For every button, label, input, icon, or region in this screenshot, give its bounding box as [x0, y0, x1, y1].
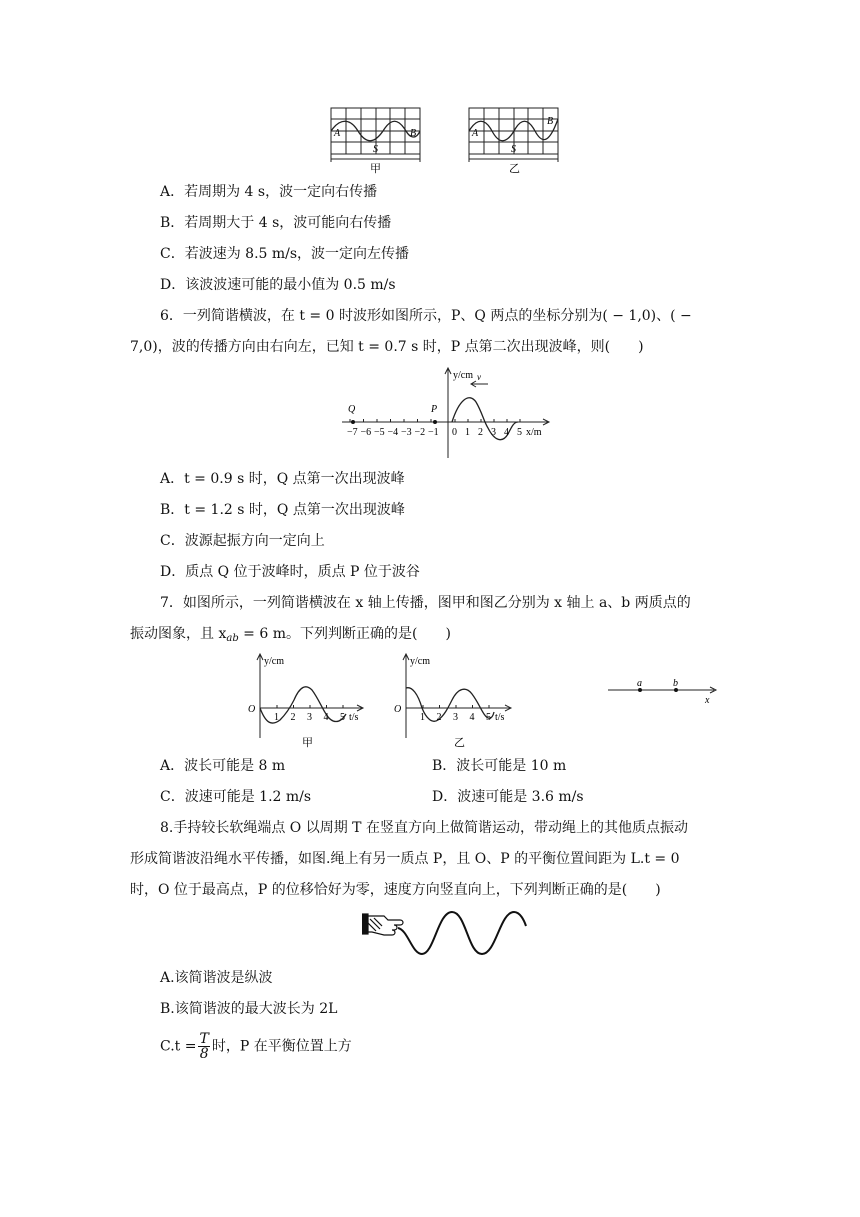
q7-stem-subscript: ab: [226, 633, 239, 644]
q5-jia-label-s: S: [373, 144, 378, 155]
q5-yi-label-s: S: [511, 144, 516, 155]
q6-pos-tick-label: 1: [465, 427, 470, 438]
q5-jia-label-b: B: [410, 128, 417, 139]
q7-stem-line2: [130, 624, 451, 649]
q5-jia-label-a: A: [334, 128, 341, 139]
q8-figure: [362, 906, 528, 962]
q7-option-b: B．波长可能是 10 m: [432, 758, 567, 774]
q8-option-c: [160, 1032, 352, 1061]
q8-rope-wave: [398, 912, 526, 954]
q8-option-c-post: 时，P 在平衡位置上方: [211, 1038, 352, 1055]
q6-point-q: [351, 420, 355, 424]
q6-x-label: x/m: [526, 427, 542, 438]
q5-jia-caption: 甲: [370, 163, 381, 175]
q6-pos-tick-label: 2: [478, 427, 483, 438]
q6-neg-tick-label: −7: [347, 427, 358, 438]
q7-axis-b-label: b: [673, 678, 678, 689]
q7-stem-line1: 7．如图所示，一列简谐横波在 x 轴上传播，图甲和图乙分别为 x 轴上 a、b 两质点的: [160, 595, 691, 611]
q6-stem-line2: 7,0)，波的传播方向由右向左，已知 t = 0.7 s 时，P 点第二次出现波峰，则( ): [130, 339, 644, 355]
q8-stem-line2: 形成简谐波沿绳水平传播，如图.绳上有另一质点 P，且 O、P 的平衡位置间距为 L.t = 0: [130, 851, 680, 867]
q6-q-label: Q: [348, 404, 356, 415]
q7-yi-t-label: t/s: [495, 712, 505, 723]
q7-figure-yi: [392, 652, 522, 750]
q6-stem-line1: 6．一列简谐横波，在 t = 0 时波形如图所示，P、Q 两点的坐标分别为( − 1,0)、( −: [160, 308, 692, 324]
q7-yi-tick-label: 3: [453, 712, 458, 723]
q7-yi-tick-label: 5: [486, 712, 491, 723]
q6-neg-tick-label: −6: [360, 427, 372, 438]
q7-jia-tick-label: 3: [307, 712, 312, 723]
q8-option-b: B.该简谐波的最大波长为 2L: [160, 1001, 338, 1017]
q7-yi-origin: O: [394, 704, 402, 715]
q7-yi-tick-label: 2: [436, 712, 442, 723]
q5-option-a: A．若周期为 4 s，波一定向右传播: [160, 184, 378, 200]
q6-neg-tick-label: −5: [374, 427, 385, 438]
q8-fraction-numerator: T: [199, 1031, 209, 1047]
q5-yi-caption: 乙: [509, 163, 520, 175]
q7-jia-tick-label: 5: [340, 712, 345, 723]
q6-option-c: C．波源起振方向一定向上: [160, 533, 325, 549]
q6-neg-tick-label: −3: [401, 427, 412, 438]
q6-point-p: [433, 420, 437, 424]
q7-jia-y-label: y/cm: [264, 656, 284, 667]
q8-option-a: A.该简谐波是纵波: [160, 970, 273, 986]
q7-option-c: C．波速可能是 1.2 m/s: [160, 789, 312, 805]
q7-jia-tick-label: 2: [290, 712, 296, 723]
q8-stem-line3: 时，O 位于最高点，P 的位移恰好为零，速度方向竖直向上，下列判断正确的是( ): [130, 882, 661, 898]
q6-neg-tick-label: −1: [428, 427, 439, 438]
q6-pos-tick-label: 3: [491, 427, 496, 438]
q7-jia-tick-label: 4: [323, 712, 329, 723]
q7-jia-caption: 甲: [302, 737, 313, 749]
q6-neg-tick-label: −4: [387, 427, 399, 438]
q7-figure-axis: [604, 676, 720, 706]
q5-option-b: B．若周期大于 4 s，波可能向右传播: [160, 215, 392, 231]
q7-jia-curve: [260, 687, 346, 723]
q6-option-d: D．质点 Q 位于波峰时，质点 P 位于波谷: [160, 564, 420, 580]
q7-axis-a-label: a: [637, 678, 642, 689]
q6-neg-tick-label: −2: [414, 427, 426, 438]
q7-jia-origin: O: [248, 704, 256, 715]
q8-option-c-pre: C.t =: [160, 1038, 197, 1055]
q7-yi-y-label: y/cm: [410, 656, 430, 667]
q7-option-a: A．波长可能是 8 m: [160, 758, 286, 774]
q7-axis-x-label: x: [705, 695, 710, 706]
q6-y-label: y/cm: [453, 370, 473, 381]
q8-option-c-fraction: [198, 1032, 209, 1061]
q7-yi-tick-label: 1: [420, 712, 425, 723]
q6-option-a: A．t = 0.9 s 时，Q 点第一次出现波峰: [160, 471, 405, 487]
q6-option-b: B．t = 1.2 s 时，Q 点第一次出现波峰: [160, 502, 405, 518]
q7-yi-caption: 乙: [454, 737, 465, 749]
q7-stem-line2-post: = 6 m。下列判断正确的是( ): [238, 626, 451, 642]
q7-yi-tick-label: 4: [469, 712, 475, 723]
q7-jia-tick-label: 1: [274, 712, 279, 723]
q7-figure-jia: [240, 652, 370, 750]
hand-icon: [362, 914, 403, 935]
q7-jia-t-label: t/s: [349, 712, 359, 723]
q6-pos-tick-label: 0: [452, 427, 457, 438]
q8-stem-line1: 8.手持较长软绳端点 O 以周期 T 在竖直方向上做简谐运动，带动绳上的其他质点振动: [160, 820, 688, 836]
q7-stem-line2-pre: 振动图象，且 x: [130, 626, 227, 642]
q6-figure: [336, 366, 562, 460]
q7-option-d: D．波速可能是 3.6 m/s: [432, 789, 584, 805]
q6-pos-tick-label: 4: [504, 427, 509, 438]
q5-figure: [328, 104, 568, 176]
q5-yi-label-b: B: [547, 116, 554, 127]
q5-option-c: C．若波速为 8.5 m/s，波一定向左传播: [160, 246, 410, 262]
q6-pos-tick-label: 5: [517, 427, 522, 438]
q6-v-label: v: [477, 372, 481, 382]
q5-yi-label-a: A: [472, 128, 479, 139]
q8-fraction-denominator: 8: [199, 1046, 209, 1062]
q5-option-d: D．该波波速可能的最小值为 0.5 m/s: [160, 277, 396, 293]
q6-p-label: P: [431, 404, 438, 415]
